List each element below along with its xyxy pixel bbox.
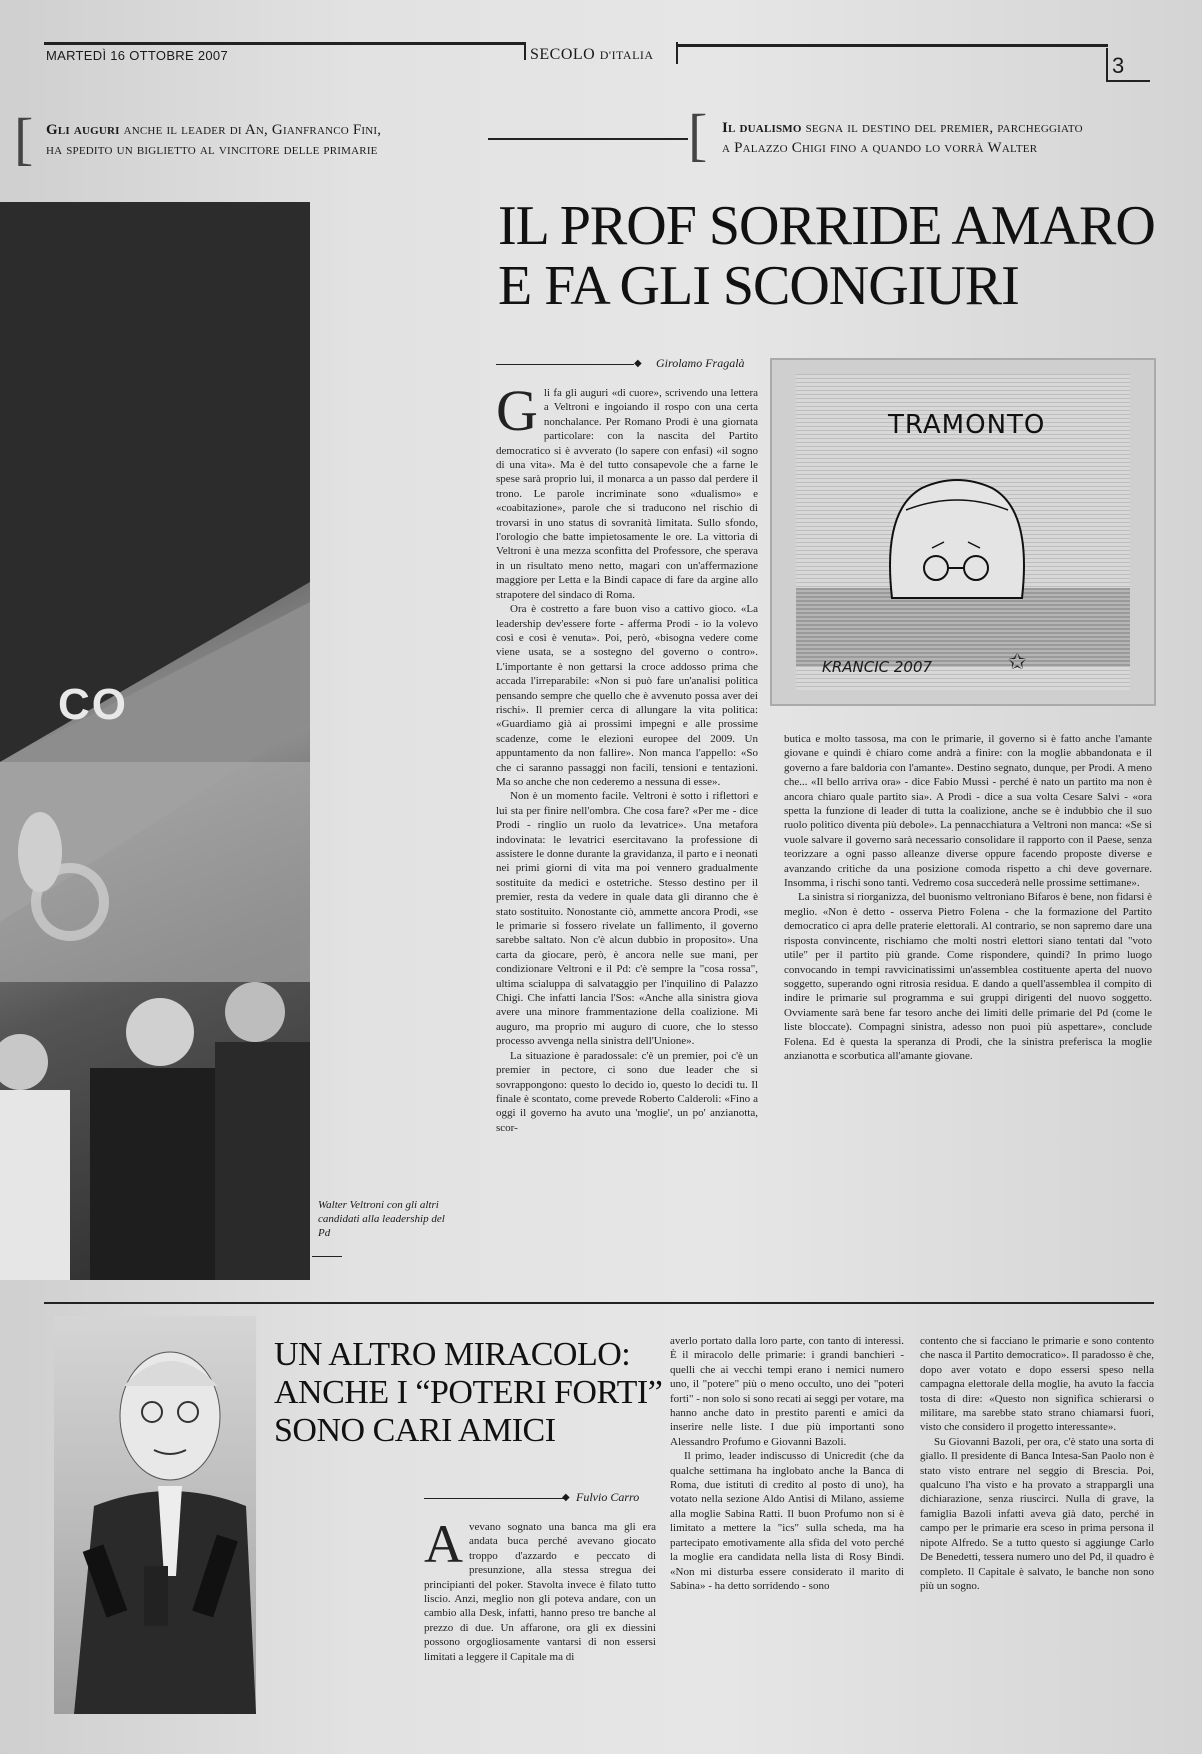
main-paragraph-3: Non è un momento facile. Veltroni è sotto i riflettori e lui sta per finire nell'ombra. Che cosa fare? «Per me - dice Prodi - ringlio un ruolo da levatrice». Una metafora indovinata: le levatrici esercitavano la professione di assistere le donne durante la gravidanza, il parto e i neonati nei primi giorni di vita ma poi vennero gradualmente sostituite da medici e ostetriche. Stesso destino per il premier, resta da vedere in quale data gli diranno che è stato sostituito. Nonostante ciò, ammette ancora Prodi, «se le primarie si fossero rivelate un fallimento, il governo sarebbe saltato. Non c'è alcun dubbio in proposito». Una carta da giocare, però, è ancora nelle sue mani, per condizionare Veltroni e il Pd: c'è sempre la "cosa rossa", ultima scialuppa di salvataggio per l'inquilino di Palazzo Chigi. Che infatti lancia l'Sos: «Anche alla sinistra giova avere una minore frammentazione della coalizione. Mi auguro, ma proprio mi auguro di cuore, che lo stesso processo avvenga nella sinistra dell'Unione». [496,790,758,1048]
second-paragraph-3: Il primo, leader indiscusso di Unicredit (che da qualche settimana ha inglobato anche la Banca di Roma, due istituti di credito al posto di uno), ha votato nella sezione Aldo Antisi di Milano, assieme alla moglie Sabina Ratti. Il buon Profumo non si è limitato a mettere la "ics" sulla scheda, ma ha partecipato emotivamente alla sfida del voto perché la moglie era candidata nella lista di Rosy Bindi. «Non mi disturba essere considerato il marito di Sabina» - ha detto sorridendo - sono [670,1450,904,1592]
second-byline-rule [424,1498,564,1499]
second-paragraph-2: averlo portato dalla loro parte, con tanto di interessi. È il miracolo delle primarie: i grandi banchieri - quelli che ai vecchi tempi erano i nemici numero uno, il "potere" più o meno occulto, uno dei "poteri forti" - non solo si sono recati ai seggi per votare, ma hanno anche dato in prestito parenti e amici da inserire nelle liste. I due più importanti sono Alessandro Profumo e Giovanni Bazoli. [670,1335,904,1448]
second-headline [274,1336,674,1450]
second-paragraph-4: contento che si facciano le primarie e sono contento che nasca il Partito democratico». Il paradosso è che, dopo aver votato e dopo essersi speso nella campagna elettorale della moglie, ha avuto la faccia tosta di dire: «Questo non significa schierarsi o militare, ma sarebbe stato strano chiamarsi fuori, visto che considero il progetto interessante». [920,1335,1154,1434]
profumo-photo-scene [54,1316,256,1714]
main-paragraph-1 [496,386,758,602]
second-paragraph-1 [424,1520,656,1664]
main-paragraph-1-text: li fa gli auguri «di cuore», scrivendo una lettera a Veltroni e ingoiando il rospo con una certa nonchalance. Per Romano Prodi è una giornata particolare: con la nascita del Partito democratico si è avverato (lo sapere con enfasi) «il sogno di una vita». Ma è del tutto consapevole che a farne le spese sarà proprio lui, il monarca a un passo dal perdere il trono. Le parole incriminate sono «dualismo» e «coabitazione», parole che si traducono nel rischio di trovarsi in uno status di sovranità limitata. Sullo sfondo, l'orologio che batte impietosamente le ore. La vittoria di Veltroni è una mezza sconfitta del Professore, che sperava in un risultato meno netto, magari con un'affermazione maggiore per Letta e la Bindi capace di fare da argine allo strapotere del sindaco di Roma. [496,387,758,601]
second-article-column-1 [424,1520,656,1714]
dropcap-g: G [496,386,538,443]
byline-rule [496,364,634,365]
main-paragraph-5: butica e molto tassosa, ma con le primarie, il governo si è fatto anche l'amante giovane e quindi è chiaro come andrà a finire: con la moglie abbandonata e il governo a fare baldoria con l'amante». Destino segnato, dunque, per Prodi. A meno che... «Il bello arriva ora» - dice Fabio Mussi - perché è nato un partito ma non è ancora chiaro quale partito sia». A Prodi - dice a sua volta Cesare Salvi - «ora spetta la funzione di leader di tutta la coalizione, anche se è indubbio che il suo ruolo politico diventa più debole». La pennacchiatura a Veltroni non manca: «Se si vuole salvare il governo sarà necessario consolidare il rapporto con il Paese, senza teorizzare a ogni passo alleanze diverse oppure facendo proposte diverse e avanzando critiche da una posizione comoda rispetto a chi deve governare. Insomma, i rischi sono tanti. Vedremo cosa succederà nelle prossime settimane». [784,733,1152,890]
second-article-column-2 [670,1334,904,1714]
kicker-right-lead: Il dualismo [722,120,802,136]
masthead-paper-name [530,46,654,64]
page-number-box-bottom [1106,80,1150,82]
main-paragraph-6: La sinistra si riorganizza, del buonismo veltroniano Bifaros è bene, non fidarsi è meglio. «Non è detto - osserva Pietro Folena - che la formazione del Partito democratico ci apra delle praterie elettorali. Al contrario, se non sapremo dare una risposta convincente, rischiamo che molti nostri elettori siano tentati dal "voto utile" per il partito più grande. Come rispondere, quindi? In primo luogo convocando in tempi ravvicinatissimi un'assemblea costituente aperta del nuovo soggetto, superando ogni ritrosia residua. E dando a quell'assemblea il compito di indire le primarie sul programma e sui gruppi dirigenti del nuovo soggetto. Ovviamente sarà bene far tesoro anche dei limiti delle primarie del Pd (come le liste bloccate). Compagni sinistra, adesso non puoi più aspettare», conclude Folena. Ed è questa la speranza di Prodi, che la sinistra preferisca la moglie anzianotta e scorbutica all'amante giovane. [784,891,1152,1062]
second-byline: Fulvio Carro [576,1490,640,1504]
caption-rule [312,1256,342,1257]
main-paragraph-4: La situazione è paradossale: c'è un premier, poi c'è un premier in pectore, ci sono due leader che si sovrappongono: questo lo decido io, questo lo decidi tu. Il finale è scontato, come prevede Roberto Calderoli: «Fino a oggi il governo ha avuto una 'moglie', un po' anzianotta, scor- [496,1049,758,1134]
kicker-right-text: segna il destino del premier, parcheggiato [805,120,1083,136]
bracket-right-icon: [ [688,102,708,167]
second-diamond-icon: ◆ [562,1492,570,1503]
second-headline-line-1: UN ALTRO MIRACOLO: [274,1336,631,1373]
masthead-rule-left [44,42,524,45]
kicker-right [722,118,1162,158]
paper-suffix: D'ITALIA [599,48,654,62]
main-article-column-1 [496,386,758,1284]
main-headline-line-2: E FA GLI SCONGIURI [498,255,1019,317]
second-headline-line-2: ANCHE I “POTERI FORTI” [274,1374,663,1411]
photo-banner-text: CO [58,680,128,729]
kicker-left [46,120,476,160]
cartoon-prodi-head [872,470,1042,600]
photo-caption: Walter Veltroni con gli altri candidati alla leadership del Pd [318,1199,445,1239]
second-paragraph-5: Su Giovanni Bazoli, per ora, c'è stato una sorta di giallo. Il presidente di Banca Intesa-San Paolo non è stato visto entrare nel seggio di Brescia. Poi, qualcuno l'ha visto e ha provato a strappargli una dichiarazione, senza riuscirci. Nulla di grave, la famiglia Bazoli infatti aveva già dato, perché in campo per le primarie era sceso in prima persona il nipote Alfredo. Se a tutto questo si aggiunge Carlo De Benedetti, tessera numero uno del Pd, il quadro è completo. Il Capitale è salvato, le banche non sono più un sogno. [920,1435,1154,1592]
veltroni-photo-scene [0,202,310,1280]
second-paragraph-1-text: vevano sognato una banca ma gli era andata buca perché avevano giocato troppo d'azzardo e peccato di presunzione, alla stessa stregua dei principianti del poker. Stavolta invece è filato tutto liscio. Anzi, meglio non gli poteva andare, con un cambio alla Desk, infatti, hanno preso tre banche al prezzo di due. Un affarone, ora gli ex diessini possono orgogliosamente vantarsi di non essersi limitati a leggere il Capitale ma di [424,1521,656,1663]
profumo-photo [54,1316,256,1714]
masthead-date: MARTEDÌ 16 OTTOBRE 2007 [46,48,228,63]
second-headline-line-3: SONO CARI AMICI [274,1412,556,1449]
dropcap-a: A [424,1520,463,1574]
main-paragraph-2: Ora è costretto a fare buon viso a cattivo gioco. «La leadership dev'essere forte - afferma Prodi - io la volevo così e così è venuta». Poi, però, «bisogna vedere come viene usata, se a sostegno del governo o contro». L'importante è non gettarsi la croce addosso prima che accada l'irreparabile: «Non si può fare un'analisi politica pensando sempre che quello che è avvenuto possa aver dei rischi». Il premier cerca di allungare la vita politica: «Guardiamo già ai prossimi impegni e alle prossime scadenze, come le elezioni europee del 2009. Un appuntamento da non fallire». Non manca l'appello: «So che ci saranno passaggi non facili, tensioni e tentazioni. Ma so anche che non cederemo a nessuna di esse». [496,603,758,788]
veltroni-photo [0,202,310,1280]
main-headline [498,196,1158,316]
main-article-column-2 [784,732,1152,1284]
kicker-rule [488,138,688,140]
diamond-icon: ◆ [634,358,642,369]
kicker-left-lead: Gli auguri [46,122,120,138]
kicker-right-text2: a Palazzo Chigi fino a quando lo vorrà Walter [722,140,1038,156]
paper-name: SECOLO [530,46,596,63]
masthead-rule-right [676,44,1108,47]
main-byline: Girolamo Fragalà [656,356,745,370]
main-headline-line-1: IL PROF SORRIDE AMARO [498,195,1155,257]
page-number: 3 [1112,53,1125,78]
cartoon-signature: KRANCIC 2007 [822,658,933,676]
masthead-divider [524,42,526,60]
bracket-left-icon: [ [14,106,34,171]
cartoon-title: TRAMONTO [888,410,1046,440]
article-separator [44,1302,1154,1304]
kicker-left-text2: ha spedito un biglietto al vincitore delle primarie [46,142,378,158]
starfish-icon: ✩ [1008,650,1027,675]
second-article-column-3 [920,1334,1154,1714]
kicker-left-text: anche il leader di An, Gianfranco Fini, [123,122,382,138]
cartoon-frame [770,358,1156,706]
page-number-box-left [1106,48,1108,82]
